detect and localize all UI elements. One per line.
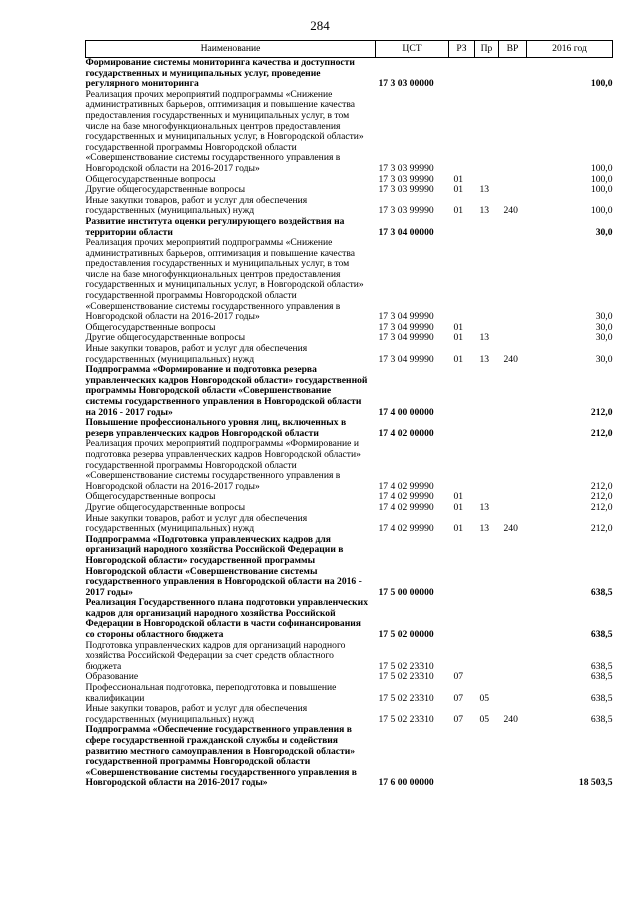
cell-rz	[449, 641, 475, 673]
cell-name: Другие общегосударственные вопросы	[85, 184, 246, 196]
table-row	[86, 196, 613, 217]
cell-rz	[449, 58, 475, 90]
header-pr: Пр	[475, 41, 499, 58]
cell-pr	[475, 217, 499, 238]
cell-cst: 17 3 04 99990	[378, 332, 434, 344]
cell-amount: 30,0	[595, 311, 613, 323]
cell-rz: 07	[453, 713, 464, 725]
header-year: 2016 год	[527, 41, 613, 58]
cell-amount: 30,0	[595, 332, 613, 344]
cell-rz	[449, 365, 475, 418]
cell-rz	[449, 725, 475, 789]
table-row	[86, 238, 613, 323]
cell-vr	[499, 683, 527, 704]
table-row	[86, 683, 613, 704]
cell-name: Иные закупки товаров, работ и услуг для обеспечения государственных (муниципальных) нужд	[85, 703, 308, 725]
cell-cst: 17 5 02 00000	[378, 629, 434, 641]
cell-pr	[475, 439, 499, 492]
cell-rz: 01	[453, 173, 464, 185]
cell-name: Реализация прочих мероприятий подпрограммы «Снижение административных барьеров, оптимизация и повышение качества предоставления государственных и муниципальных услуг, в том числе на базе многофункциональных центров предоставления государственных и муниципальных услуг, в Новгородской области» государственной программы Новгородской области «Совершенствование системы государственного управления в Новгородской области на 2016-2017 годы»	[85, 88, 364, 174]
cell-vr	[499, 333, 527, 344]
cell-rz: 01	[453, 353, 464, 365]
cell-vr	[499, 418, 527, 439]
table-row	[86, 704, 613, 725]
cell-pr	[475, 238, 499, 323]
cell-name: Реализация Государственного плана подготовки управленческих кадров для организаций народного хозяйства Российской Федерации в Новгородской области в части софинансирования со стороны областного бюджета	[85, 597, 368, 641]
cell-rz: 01	[453, 321, 464, 333]
cell-rz: 07	[453, 692, 464, 704]
cell-pr	[475, 418, 499, 439]
cell-pr	[475, 535, 499, 599]
cell-vr	[499, 365, 527, 418]
cell-cst: 17 3 03 99990	[378, 205, 434, 217]
cell-vr: 240	[503, 205, 518, 217]
cell-amount: 212,0	[590, 406, 613, 418]
cell-rz: 01	[453, 523, 464, 535]
table-row	[86, 58, 613, 90]
table-header-row	[86, 41, 613, 58]
cell-pr	[475, 672, 499, 683]
cell-name: Другие общегосударственные вопросы	[85, 332, 246, 344]
cell-amount: 100,0	[590, 162, 613, 174]
cell-name: Реализация прочих мероприятий подпрограммы «Формирование и подготовка резерва управленческих кадров Новгородской области» государственной программы Новгородской области «Совершенствование системы государственного управления в Новгородской области на 2016-2017 годы»	[85, 438, 361, 492]
cell-name: Подготовка управленческих кадров для организаций народного хозяйства Российской Федерации за счет средств областного бюджета	[85, 639, 346, 672]
cell-vr	[499, 58, 527, 90]
cell-pr: 05	[479, 692, 490, 704]
header-rz: РЗ	[449, 41, 475, 58]
cell-pr: 13	[479, 501, 490, 513]
cell-vr	[499, 535, 527, 599]
cell-vr	[499, 641, 527, 673]
cell-cst: 17 4 02 00000	[378, 427, 434, 439]
cell-rz: 01	[453, 184, 464, 196]
cell-name: Иные закупки товаров, работ и услуг для обеспечения государственных (муниципальных) нужд	[85, 512, 308, 535]
table-body	[86, 58, 613, 789]
cell-vr	[499, 217, 527, 238]
cell-vr	[499, 439, 527, 492]
cell-vr	[499, 238, 527, 323]
table-row	[86, 365, 613, 418]
cell-vr	[499, 185, 527, 196]
cell-amount: 100,0	[590, 78, 613, 90]
cell-vr	[499, 492, 527, 503]
cell-cst: 17 4 02 99990	[378, 491, 434, 503]
cell-name: Образование	[85, 671, 139, 683]
cell-pr	[475, 598, 499, 640]
cell-rz	[449, 418, 475, 439]
cell-name: Повышение профессионального уровня лиц, включенных в резерв управленческих кадров Новгородской области	[85, 417, 347, 439]
cell-amount: 18 503,5	[578, 777, 613, 789]
cell-name: Общегосударственные вопросы	[85, 491, 216, 503]
header-vr: ВР	[499, 41, 527, 58]
cell-pr	[475, 90, 499, 175]
cell-vr: 240	[503, 713, 518, 725]
cell-cst: 17 5 02 23310	[378, 660, 434, 672]
cell-pr: 05	[479, 713, 490, 725]
cell-amount: 638,5	[590, 713, 613, 725]
table-row	[86, 535, 613, 599]
cell-pr	[475, 641, 499, 673]
cell-amount: 638,5	[590, 671, 613, 683]
cell-name: Другие общегосударственные вопросы	[85, 501, 246, 513]
cell-amount: 30,0	[595, 321, 613, 333]
cell-rz	[449, 439, 475, 492]
header-cst: ЦСТ	[376, 41, 449, 58]
header-name: Наименование	[86, 41, 376, 58]
cell-pr: 13	[479, 332, 490, 344]
cell-name: Иные закупки товаров, работ и услуг для обеспечения государственных (муниципальных) нужд	[85, 343, 308, 365]
cell-cst: 17 3 04 99990	[378, 321, 434, 333]
cell-cst: 17 3 04 99990	[378, 311, 434, 323]
cell-amount: 212,0	[590, 523, 613, 535]
cell-name: Общегосударственные вопросы	[85, 173, 216, 185]
cell-vr	[499, 672, 527, 683]
cell-rz	[449, 598, 475, 640]
cell-amount: 212,0	[590, 427, 613, 439]
cell-amount: 212,0	[590, 501, 613, 513]
table-row	[86, 598, 613, 640]
table-row	[86, 725, 613, 789]
cell-pr	[475, 365, 499, 418]
table-row	[86, 514, 613, 535]
cell-pr	[475, 58, 499, 90]
cell-vr	[499, 323, 527, 334]
cell-vr: 240	[503, 353, 518, 365]
cell-pr: 13	[479, 184, 490, 196]
cell-pr	[475, 725, 499, 789]
budget-table-grid	[85, 40, 613, 789]
cell-name: Подпрограмма «Подготовка управленческих кадров для организаций народного хозяйства Российской Федерации в Новгородской области» государственной программы Новгородской области «Совершенствование системы государственного управления в Новгородской области на 2016 - 2017 годы»	[85, 533, 362, 598]
cell-vr	[499, 503, 527, 514]
cell-amount: 212,0	[590, 480, 613, 492]
cell-rz: 07	[453, 671, 464, 683]
cell-cst: 17 5 00 00000	[378, 586, 434, 598]
cell-rz	[449, 535, 475, 599]
cell-amount: 638,5	[590, 692, 613, 704]
cell-cst: 17 3 03 99990	[378, 173, 434, 185]
cell-rz: 01	[453, 205, 464, 217]
cell-vr	[499, 598, 527, 640]
budget-table	[85, 40, 612, 789]
cell-cst: 17 5 02 23310	[378, 692, 434, 704]
cell-name: Подпрограмма «Формирование и подготовка резерва управленческих кадров Новгородской области» государственной программы Новгородской области «Совершенствование системы государственного управления в Новгородской области на 2016 - 2017 годы»	[85, 364, 368, 418]
cell-vr	[499, 90, 527, 175]
cell-name: Иные закупки товаров, работ и услуг для обеспечения государственных (муниципальных) нужд	[85, 194, 308, 217]
cell-rz	[449, 217, 475, 238]
cell-rz	[449, 238, 475, 323]
cell-amount: 100,0	[590, 205, 613, 217]
table-row	[86, 641, 613, 673]
cell-rz	[449, 90, 475, 175]
table-row	[86, 418, 613, 439]
cell-cst: 17 3 03 99990	[378, 162, 434, 174]
cell-cst: 17 3 04 99990	[378, 353, 434, 365]
cell-name: Общегосударственные вопросы	[85, 321, 216, 333]
cell-name: Развитие института оценки регулирующего воздействия на территории области	[85, 215, 345, 238]
cell-cst: 17 4 02 99990	[378, 501, 434, 513]
cell-name: Реализация прочих мероприятий подпрограммы «Снижение административных барьеров, оптимизация и повышение качества предоставления государственных и муниципальных услуг, в том числе на базе многофункциональных центров предоставления государственных и муниципальных услуг, в Новгородской области» государственной программы Новгородской области «Совершенствование системы государственного управления в Новгородской области на 2016-2017 годы»	[85, 237, 364, 323]
cell-name: Подпрограмма «Обеспечение государственного управления в сфере государственной гражданской службы и содействия развитию местного самоуправления в Новгородской области» государственной программы Новгородской области «Совершенствование системы государственного управления в Новгородской области на 2016-2017 годы»	[85, 724, 357, 789]
table-row	[86, 217, 613, 238]
cell-amount: 212,0	[590, 491, 613, 503]
cell-amount: 638,5	[590, 629, 613, 641]
cell-pr: 13	[479, 353, 490, 365]
table-row	[86, 90, 613, 175]
table-row	[86, 439, 613, 492]
cell-cst: 17 5 02 23310	[378, 671, 434, 683]
table-row	[86, 344, 613, 365]
cell-cst: 17 4 00 00000	[378, 406, 434, 418]
cell-name: Формирование системы мониторинга качества и доступности государственных и муниципальных услуг, проведение регулярного мониторинга	[85, 57, 355, 90]
cell-amount: 638,5	[590, 660, 613, 672]
cell-amount: 100,0	[590, 173, 613, 185]
cell-cst: 17 3 03 00000	[378, 78, 434, 90]
page-number: 284	[310, 18, 330, 33]
cell-amount: 100,0	[590, 184, 613, 196]
cell-cst: 17 5 02 23310	[378, 713, 434, 725]
cell-cst: 17 3 04 00000	[378, 226, 434, 238]
cell-amount: 30,0	[595, 226, 613, 238]
cell-cst: 17 3 03 99990	[378, 184, 434, 196]
cell-pr: 13	[479, 205, 490, 217]
cell-name: Профессиональная подготовка, переподготовка и повышение квалификации	[85, 682, 337, 704]
cell-vr	[499, 175, 527, 186]
cell-cst: 17 6 00 00000	[378, 777, 434, 789]
cell-rz: 01	[453, 491, 464, 503]
cell-pr: 13	[479, 523, 490, 535]
cell-amount: 30,0	[595, 353, 613, 365]
cell-rz: 01	[453, 501, 464, 513]
cell-amount: 638,5	[590, 586, 613, 598]
cell-vr	[499, 725, 527, 789]
cell-vr: 240	[503, 523, 518, 535]
table-row	[86, 503, 613, 514]
cell-cst: 17 4 02 99990	[378, 523, 434, 535]
cell-cst: 17 4 02 99990	[378, 480, 434, 492]
cell-rz: 01	[453, 332, 464, 344]
